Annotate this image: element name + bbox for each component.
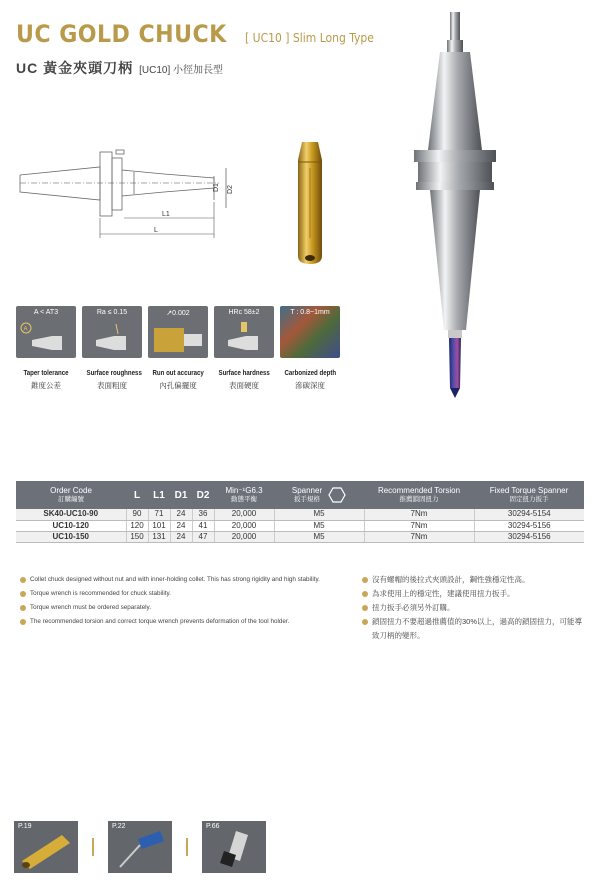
note-text: Torque wrench must be ordered separately. xyxy=(30,604,151,611)
cell-code: SK40-UC10-90 xyxy=(16,509,126,520)
feature-card xyxy=(16,306,76,391)
gold-collet-image xyxy=(290,138,330,268)
dim-d1-label: D1 xyxy=(213,183,220,192)
col-d1: D1 xyxy=(174,489,188,501)
cell-l1: 101 xyxy=(148,520,170,531)
related-card-collet[interactable] xyxy=(14,821,78,873)
col-l1: L1 xyxy=(153,489,165,501)
cell-l: 150 xyxy=(126,531,148,542)
col-balance: Min⁻¹G6.3 xyxy=(225,486,263,495)
col-l: L xyxy=(133,489,141,501)
cell-d1: 24 xyxy=(170,509,192,520)
note-text: 為求使用上的穩定性，建議使用扭力扳手。 xyxy=(372,589,515,598)
taper-tolerance-icon xyxy=(16,306,76,358)
cell-l: 90 xyxy=(126,509,148,520)
feature-en: Taper tolerance xyxy=(23,368,69,377)
col-d2: D2 xyxy=(196,489,210,501)
feature-zh: 表面粗度 xyxy=(97,381,127,390)
note-item xyxy=(20,615,355,629)
note-text: 鎖固扭力不要超過推薦值的30%以上，過高的鎖固扭力，可能導致刀柄的變形。 xyxy=(372,617,583,640)
cell-balance: 20,000 xyxy=(214,520,274,531)
feature-icons xyxy=(16,306,340,391)
feature-label: ↗0.002 xyxy=(166,310,190,317)
subtitle-zh: UC 黃金夾頭刀柄 xyxy=(16,60,134,76)
cell-torsion: 7Nm xyxy=(364,509,474,520)
col-spanner: Spanner xyxy=(291,486,323,495)
cell-spanner: M5 xyxy=(274,520,364,531)
note-item xyxy=(362,573,582,587)
feature-label: T : 0.8~1mm xyxy=(290,309,330,316)
feature-en: Surface roughness xyxy=(86,368,142,377)
col-torsion-zh: 推薦鎖固扭力 xyxy=(399,496,439,503)
cell-d2: 47 xyxy=(192,531,214,542)
cell-l: 120 xyxy=(126,520,148,531)
note-item xyxy=(20,601,355,615)
note-item xyxy=(362,615,582,643)
feature-zh: 滲碳深度 xyxy=(295,381,325,390)
feature-zh: 表面硬度 xyxy=(229,381,259,390)
run-out-accuracy-icon xyxy=(148,306,208,358)
cell-l1: 71 xyxy=(148,509,170,520)
cell-fixed: 30294-5156 xyxy=(474,520,584,531)
page-ref: P.66 xyxy=(206,823,220,830)
cell-torsion: 7Nm xyxy=(364,531,474,542)
feature-zh: 內孔偏擺度 xyxy=(159,381,197,390)
table-header-row xyxy=(16,481,584,509)
col-spanner-zh: 扳手規格 xyxy=(294,496,320,503)
note-text: 沒有螺帽的後拉式夾頭設計，鋼性強穩定性高。 xyxy=(372,575,530,584)
feature-card xyxy=(148,306,208,391)
svg-text:A: A xyxy=(23,326,28,333)
cell-d2: 36 xyxy=(192,509,214,520)
surface-roughness-icon xyxy=(82,306,142,358)
dim-l1-label: L1 xyxy=(162,211,170,218)
notes-chinese xyxy=(362,573,582,643)
page-ref: P.22 xyxy=(112,823,126,830)
hexagon-icon xyxy=(328,486,346,504)
feature-en: Run out accuracy xyxy=(152,368,204,377)
feature-en: Carbonized depth xyxy=(284,368,337,377)
bullet-dot xyxy=(362,605,368,611)
subtitle-tag: [UC10] 小徑加長型 xyxy=(139,65,224,76)
cell-spanner: M5 xyxy=(274,509,364,520)
feature-card xyxy=(82,306,142,391)
cell-torsion: 7Nm xyxy=(364,520,474,531)
bullet-dot xyxy=(362,619,368,625)
feature-en: Surface hardness xyxy=(218,368,270,377)
title-tag: [ UC10 ] Slim Long Type xyxy=(245,31,374,45)
dim-d2-label: D2 xyxy=(227,185,234,194)
bullet-dot xyxy=(20,605,26,611)
carbonized-depth-icon xyxy=(280,306,340,358)
technical-drawing xyxy=(14,140,244,250)
cell-l1: 131 xyxy=(148,531,170,542)
col-order-code: Order Code xyxy=(50,486,92,495)
cell-code: UC10-150 xyxy=(16,531,126,542)
page-title: UC GOLD CHUCK xyxy=(16,20,227,48)
feature-label: Ra ≤ 0.15 xyxy=(96,309,128,316)
feature-label: A < AT3 xyxy=(33,309,59,316)
subtitle-row xyxy=(16,58,223,78)
dim-l-label: L xyxy=(154,227,158,234)
col-fixed-spanner-zh: 固定扭力扳手 xyxy=(509,496,549,503)
feature-card xyxy=(214,306,274,391)
separator xyxy=(92,838,94,856)
table-row xyxy=(16,509,584,520)
table-row xyxy=(16,520,584,531)
tool-holder-image xyxy=(400,10,510,400)
col-order-code-zh: 訂購編號 xyxy=(58,496,84,503)
related-card-spanner[interactable] xyxy=(202,821,266,873)
page-ref: P.19 xyxy=(18,823,32,830)
note-text: Collet chuck designed without nut and with inner-holding collet. This has strong rigidity and high stability. xyxy=(30,576,320,583)
bullet-dot xyxy=(20,619,26,625)
table-row xyxy=(16,531,584,542)
feature-card xyxy=(280,306,340,391)
cell-spanner: M5 xyxy=(274,531,364,542)
feature-label: HRc 58±2 xyxy=(228,309,260,316)
feature-zh: 錐度公差 xyxy=(31,381,61,390)
note-text: Torque wrench is recommended for chuck stability. xyxy=(30,590,171,597)
related-card-torque-wrench[interactable] xyxy=(108,821,172,873)
cell-code: UC10-120 xyxy=(16,520,126,531)
cell-balance: 20,000 xyxy=(214,509,274,520)
cell-d1: 24 xyxy=(170,531,192,542)
cell-fixed: 30294-5156 xyxy=(474,531,584,542)
cell-d2: 41 xyxy=(192,520,214,531)
bullet-dot xyxy=(362,591,368,597)
note-text: The recommended torsion and correct torque wrench prevents deformation of the tool holder. xyxy=(30,618,290,625)
bullet-dot xyxy=(362,577,368,583)
title-row xyxy=(16,20,374,48)
note-text: 扭力扳手必須另外訂購。 xyxy=(372,603,455,612)
bullet-dot xyxy=(20,577,26,583)
cell-d1: 24 xyxy=(170,520,192,531)
cell-fixed: 30294-5154 xyxy=(474,509,584,520)
related-products xyxy=(14,821,266,873)
notes-english xyxy=(20,573,355,629)
surface-hardness-icon xyxy=(214,306,274,358)
bullet-dot xyxy=(20,591,26,597)
col-fixed-spanner: Fixed Torque Spanner xyxy=(489,486,569,495)
note-item xyxy=(20,573,355,587)
note-item xyxy=(362,601,582,615)
separator xyxy=(186,838,188,856)
col-torsion: Recommended Torsion xyxy=(377,486,461,495)
col-balance-zh: 動態平衡 xyxy=(231,496,257,503)
spec-table xyxy=(16,481,584,543)
note-item xyxy=(20,587,355,601)
note-item xyxy=(362,587,582,601)
cell-balance: 20,000 xyxy=(214,531,274,542)
